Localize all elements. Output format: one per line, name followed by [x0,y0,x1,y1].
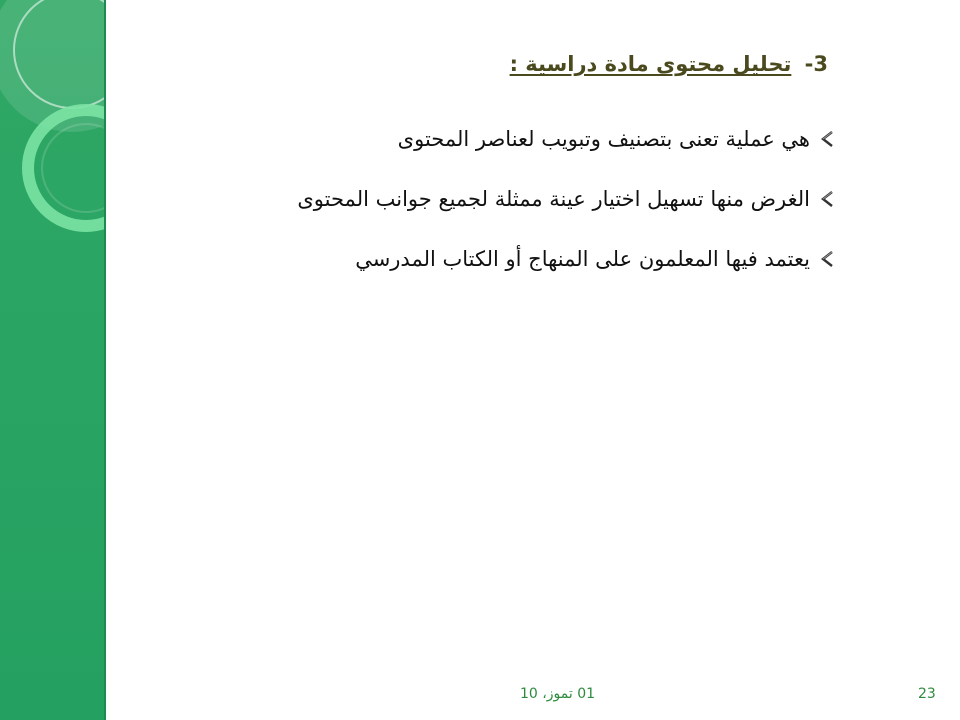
title-text: تحليل محتوى مادة دراسية : [509,52,792,76]
bullet-item [278,237,838,281]
page-number: 23 [918,686,936,702]
bullet-item [278,177,838,221]
arrow-bullet-icon [818,129,838,149]
sidebar-decoration [0,0,106,720]
bullet-list [278,117,838,297]
bullet-text: الغرض منها تسهيل اختيار عينة ممثلة لجميع جوانب المحتوى [297,187,810,211]
arrow-bullet-icon [818,249,838,269]
title-number: 3- [804,52,828,76]
footer-date: 01 تموز، 10 [520,686,596,702]
sidebar-edge [104,0,106,720]
bullet-text: هي عملية تعنى بتصنيف وتبويب لعناصر المحتوى [397,127,810,151]
bullet-item [278,117,838,161]
slide-title [510,52,828,76]
bullet-text: يعتمد فيها المعلمون على المنهاج أو الكتاب المدرسي [355,247,810,271]
arrow-bullet-icon [818,189,838,209]
decorative-circles [0,0,106,720]
